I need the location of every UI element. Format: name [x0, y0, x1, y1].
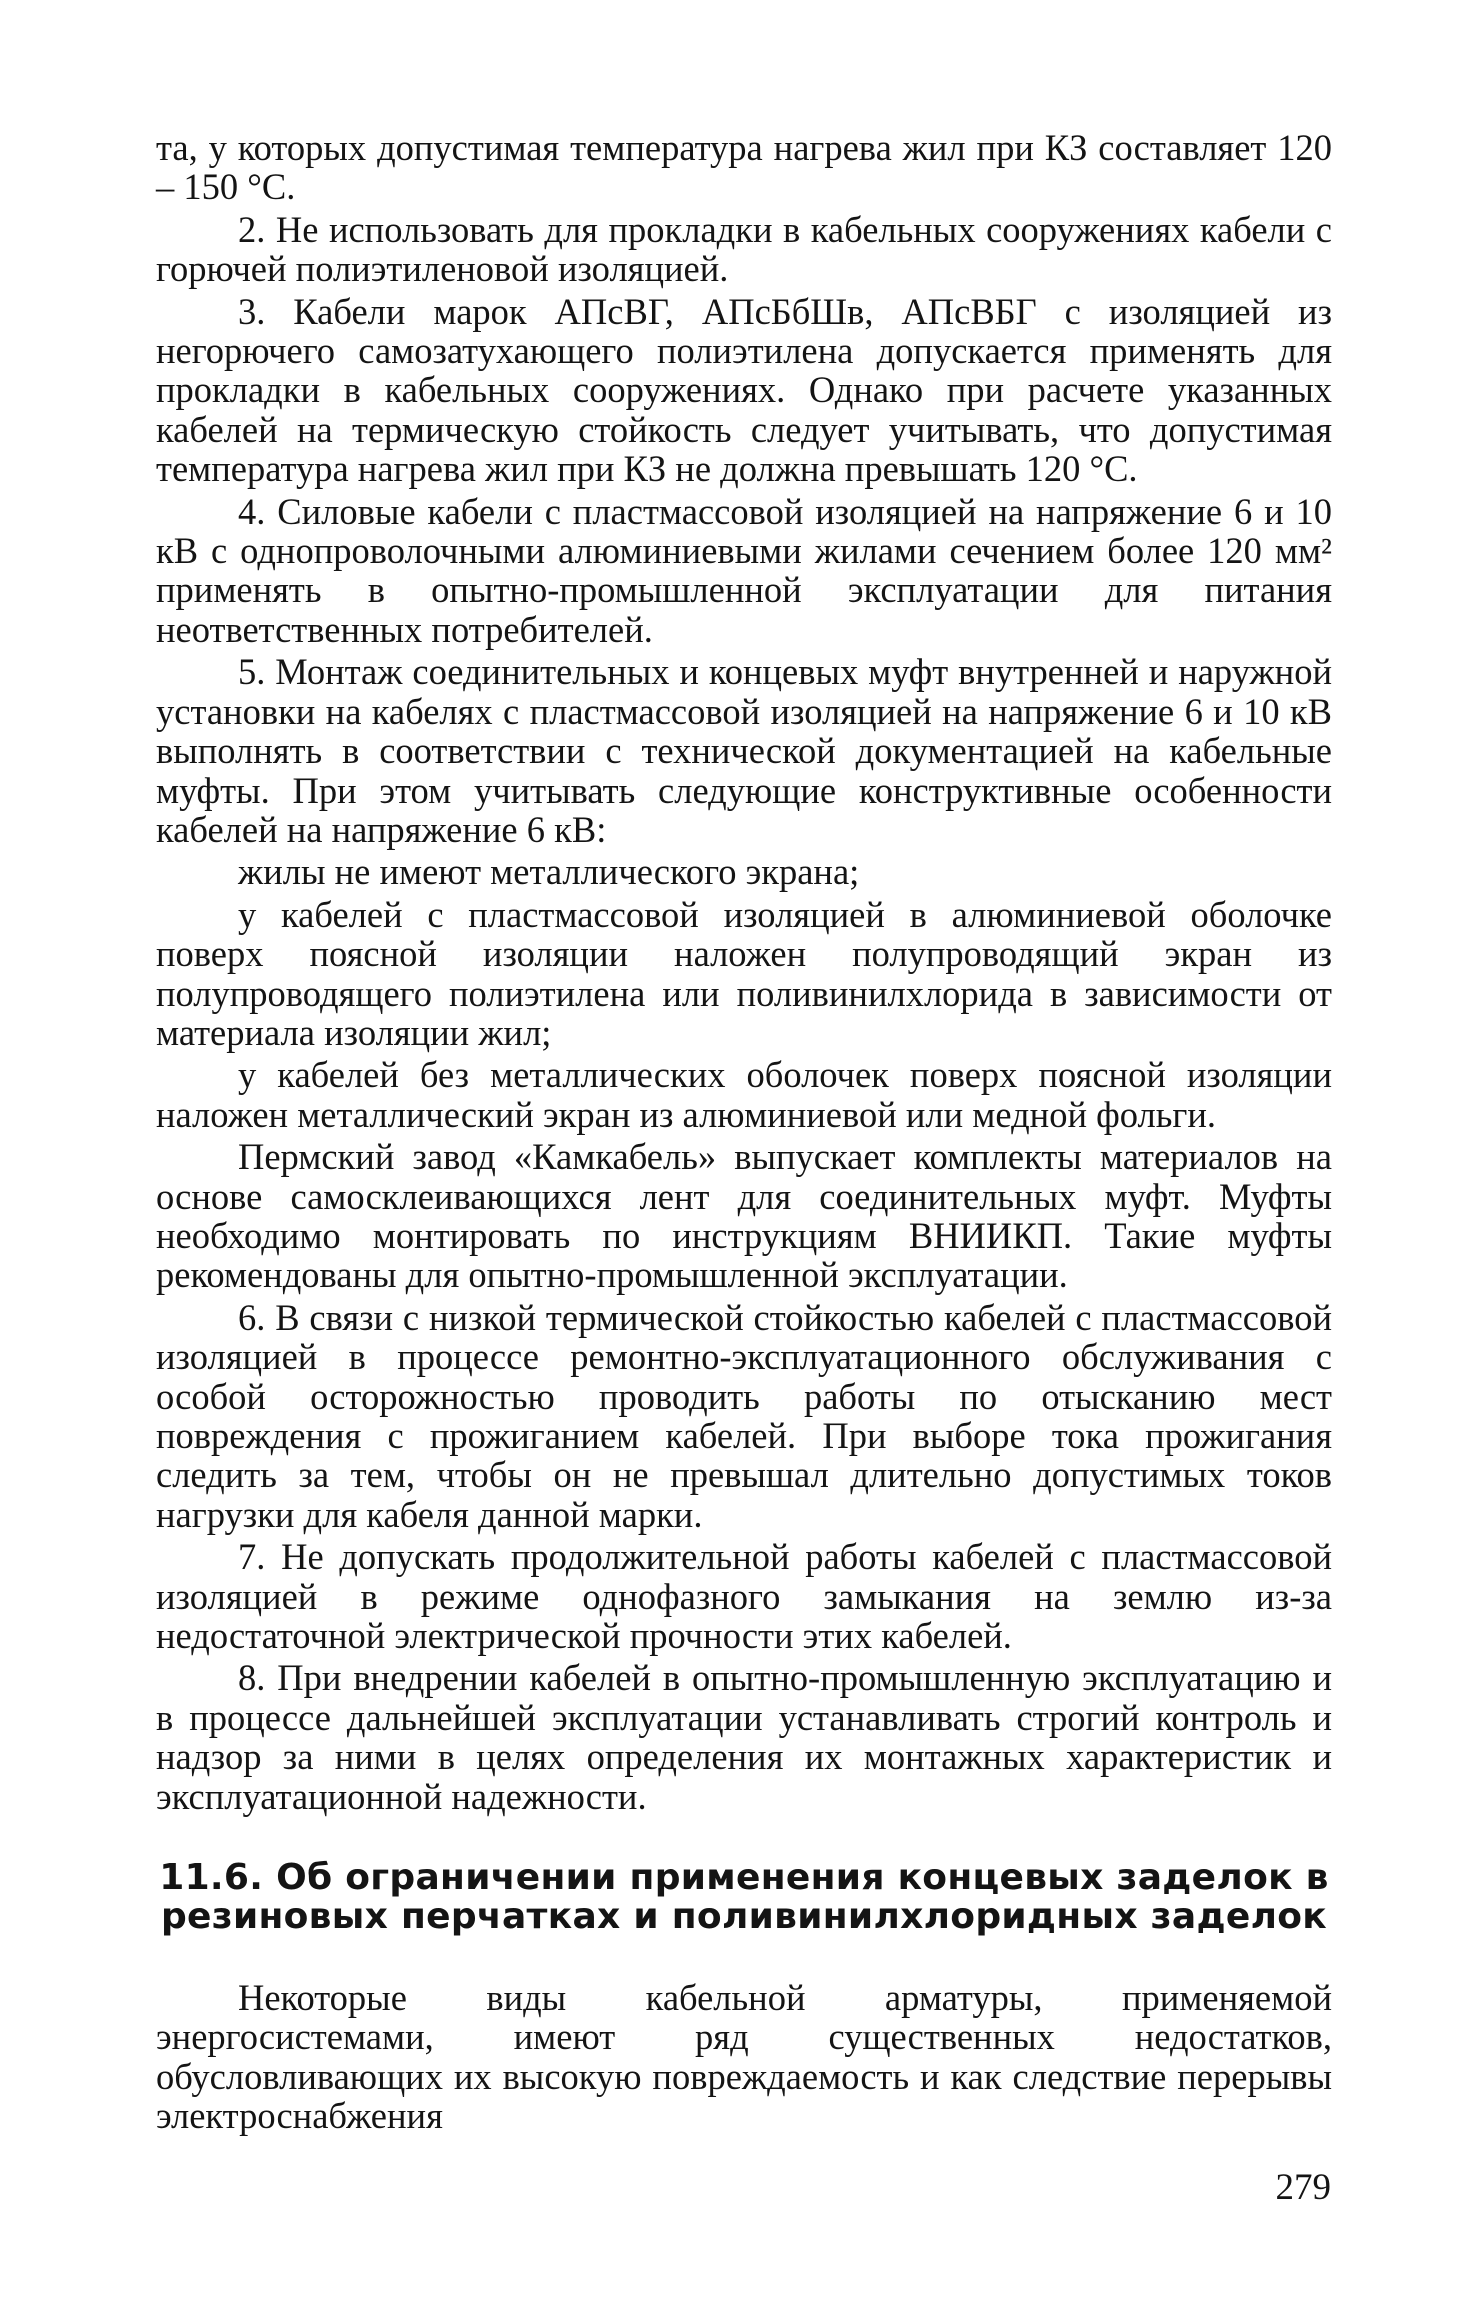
paragraph-intro: Некоторые виды кабельной арматуры, применяемой энергосистемами, имеют ряд существенных недостатков, обусловливающих их высокую повреждаемость и как следствие перерывы электроснабжения — [156, 1977, 1332, 2137]
paragraph-item-3: 3. Кабели марок АПсВГ, АПсБбШв, АПсВБГ с изоляцией из негорючего самозатухающего полиэтилена допускается применять для прокладки в кабельных сооружениях. Однако при расчете указанных кабелей на термическую стойкость следует учитывать, что допустимая температура нагрева жил при КЗ не должна превышать 120 °С. — [156, 290, 1332, 490]
paragraph-list-cores: жилы не имеют металлического экрана; — [238, 851, 860, 893]
page-body — [156, 128, 1332, 2139]
paragraph-item-8: 8. При внедрении кабелей в опытно-промышленную эксплуатацию и в процессе дальнейшей эксплуатации устанавливать строгий контроль и надзор за ними в целях определения их монтажных характеристик и эксплуатационной надежности. — [156, 1657, 1332, 1817]
page-number: 279 — [1275, 2167, 1331, 2208]
paragraph-item-2: 2. Не использовать для прокладки в кабельных сооружениях кабели с горючей полиэтиленовой изоляцией. — [156, 208, 1332, 290]
paragraph-continuation: та, у которых допустимая температура нагрева жил при КЗ составляет 120 – 150 °С. — [156, 127, 1332, 208]
paragraph-list-aluminium-sheath: у кабелей с пластмассовой изоляцией в алюминиевой оболочке поверх поясной изоляции наложен полупроводящий экран из полупроводящего полиэтилена или поливинилхлорида в зависимости от материала изоляции жил; — [156, 893, 1332, 1053]
paragraph-item-6: 6. В связи с низкой термической стойкостью кабелей с пластмассовой изоляцией в процессе ремонтно-эксплуатационного обслуживания с особой осторожностью проводить работы по отысканию мест повреждения с прожиганием кабелей. При выборе тока прожигания следить за тем, чтобы он не превышал длительно допустимых токов нагрузки для кабеля данной марки. — [156, 1296, 1332, 1535]
paragraph-list-no-sheath: у кабелей без металлических оболочек поверх поясной изоляции наложен металлический экран из алюминиевой или медной фольги. — [156, 1054, 1332, 1135]
paragraph-item-7: 7. Не допускать продолжительной работы кабелей с пластмассовой изоляцией в режиме однофазного замыкания на землю из-за недостаточной электрической прочности этих кабелей. — [156, 1536, 1332, 1657]
paragraph-item-4: 4. Силовые кабели с пластмассовой изоляцией на напряжение 6 и 10 кВ с однопроволочными алюминиевыми жилами сечением более 120 мм² применять в опытно-промышленной эксплуатации для питания неответственных потребителей. — [156, 490, 1332, 650]
paragraph-item-5: 5. Монтаж соединительных и концевых муфт внутренней и наружной установки на кабелях с пластмассовой изоляцией на напряжение 6 и 10 кВ выполнять в соответствии с технической документацией на кабельные муфты. При этом учитывать следующие конструктивные особенности кабелей на напряжение 6 кВ: — [156, 651, 1332, 850]
section-heading: 11.6. Об ограничении применения концевых заделок в резиновых перчатках и поливинилхлоридных заделок — [159, 1857, 1329, 1938]
paragraph-kamkabel: Пермский завод «Камкабель» выпускает комплекты материалов на основе самосклеивающихся лент для соединительных муфт. Муфты необходимо монтировать по инструкциям ВНИИКП. Такие муфты рекомендованы для опытно-промышленной эксплуатации. — [156, 1136, 1332, 1296]
